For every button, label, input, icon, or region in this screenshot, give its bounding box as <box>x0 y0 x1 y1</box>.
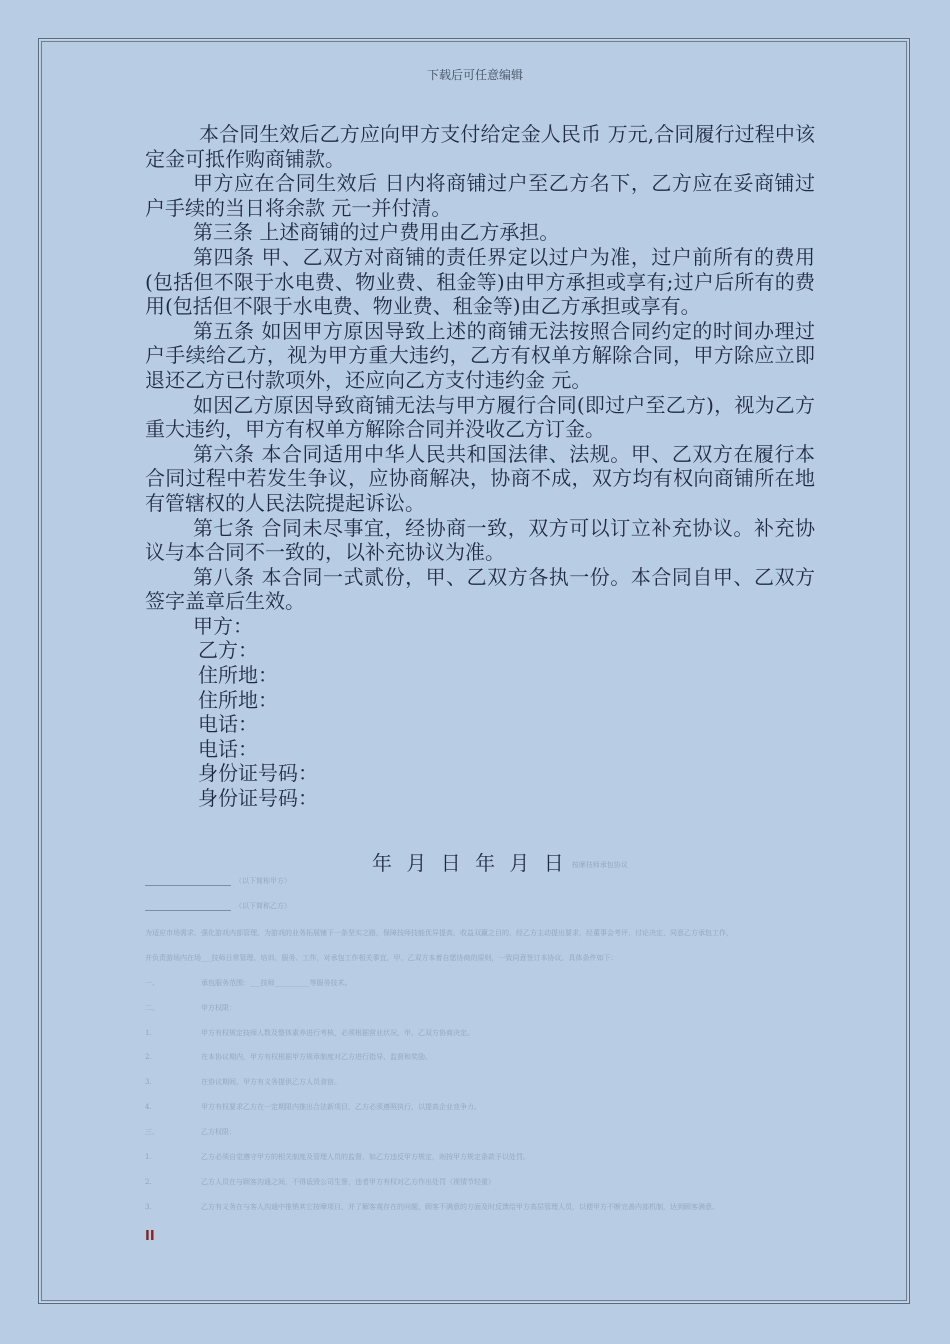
clause-item: 1. 乙方必须自觉遵守甲方的相关制度及管理人员的监督，如乙方违反甲方规定，则按甲方规定条款予以处罚。 <box>145 1153 530 1161</box>
party-b-line <box>145 901 291 911</box>
paragraph-article-3: 第三条 上述商铺的过户费用由乙方承担。 <box>193 220 560 245</box>
date-text: 年 月 日 年 月 日 <box>372 851 568 875</box>
party-a-line <box>145 876 291 886</box>
clause-item: 三、 乙方权限： <box>145 1128 236 1136</box>
paragraph-article-5: 第五条 如因甲方原因导致上述的商铺无法按照合同约定的时间办理过户手续给乙方，视为甲方重大违约，乙方有权单方解除合同，甲方除应立即退还乙方已付款项外，还应向乙方支付违约金 元。 <box>145 318 815 392</box>
page-header: 下载后可任意编辑 <box>426 68 523 82</box>
contract-body <box>145 122 815 811</box>
paragraph-article-4: 第四条 甲、乙双方对商铺的责任界定以过户为准，过户前所有的费用(包括但不限于水电费、物业费、租金等)由甲方承担或享有;过户后所有的费用(包括但不限于水电费、物业费、租金等)由乙方承担或享有。 <box>145 244 815 319</box>
paragraph-transfer: 甲方应在合同生效后 日内将商铺过户至乙方名下，乙方应在妥商铺过户手续的当日将余款 元一并付清。 <box>145 171 815 220</box>
page-mark: II <box>145 1229 155 1244</box>
intro-line-2: 并负责游场内在场___技师日常管理、培训、服务、工作，对承包工作相关事宜，甲、乙双方本着自愿协商的原则，一致同意签订本协议，具体条件如下： <box>145 954 618 962</box>
party-b-label: （以下简称乙方） <box>235 902 291 910</box>
clause-item: 2. 乙方人员在与顾客沟通之间，不得诋毁公司生誉，违者甲方有权对乙方作出处罚（视情节轻重） <box>145 1178 495 1186</box>
signature-id-a: 身份证号码： <box>198 761 318 786</box>
paragraph-article-7: 第七条 合同未尽事宜，经协商一致，双方可以订立补充协议。补充协议与本合同不一致的，以补充协议为准。 <box>145 515 815 565</box>
signature-address-b: 住所地： <box>198 687 278 712</box>
paragraph-article-8: 第八条 本合同一式贰份，甲、乙双方各执一份。本合同自甲、乙双方签字盖章后生效。 <box>145 564 815 614</box>
intro-line-1: 为适应市场需求，强化游戏内部管理，为游戏的业务拓展铺下一条坚实之路，保障技师技能优异提高，收益双赢之目的，经乙方主动提出要求，经董事会考评，讨论决定，同意乙方承包工作， <box>145 929 733 937</box>
paragraph-deposit: 本合同生效后乙方应向甲方支付给定金人民币 万元,合同履行过程中该定金可抵作购商铺款。 <box>145 122 815 171</box>
signature-party-b: 乙方： <box>198 638 258 663</box>
party-a-label: （以下简称甲方） <box>235 877 291 885</box>
signature-address-a: 住所地： <box>198 663 278 688</box>
clause-item: 1. 甲方有权规定技师人数及整体素养进行考核，必须根据营业状况，甲、乙双方协商决定。 <box>145 1029 474 1037</box>
clause-item: 2. 在本协议期内，甲方有权根据甲方规章制度对乙方进行指导、监督和奖励。 <box>145 1053 432 1061</box>
signature-phone-a: 电话： <box>198 712 258 737</box>
date-note: 按摩技师承包协议 <box>571 860 628 869</box>
paragraph-article-6: 第六条 本合同适用中华人民共和国法律、法规。甲、乙双方在履行本合同过程中若发生争议，应协商解决，协商不成，双方均有权向商铺所在地有管辖权的人民法院提起诉讼。 <box>145 441 815 515</box>
clause-item: 一、 承包服务范围：___技师__________等服务技术。 <box>145 979 352 987</box>
clause-item: 二、 甲方权限： <box>145 1004 236 1012</box>
paragraph-article-5-b: 如因乙方原因导致商铺无法与甲方履行合同(即过户至乙方)，视为乙方重大违约，甲方有权单方解除合同并没收乙方订金。 <box>145 392 815 442</box>
clause-item: 3. 乙方有义务在与客人沟通中推销其它按摩项目，并了解客观存在的问题，顾客不满意的方面及时反馈给甲方高层管理人员，以便甲方不断完善内部机制，达到顾客满意。 <box>145 1203 719 1211</box>
clause-item: 3. 在协议期间，甲方有义务提供乙方人员食宿。 <box>145 1078 341 1086</box>
clause-item: 4. 甲方有权要求乙方在一定期限内推出合法新项目，乙方必须遵照执行，以提高企业竞争力。 <box>145 1103 481 1111</box>
signature-id-b: 身份证号码： <box>198 786 318 811</box>
date-line <box>372 847 628 876</box>
signature-phone-b: 电话： <box>198 736 258 761</box>
party-a-blank <box>145 877 231 886</box>
party-b-blank <box>145 902 231 911</box>
signature-party-a: 甲方： <box>193 613 253 638</box>
